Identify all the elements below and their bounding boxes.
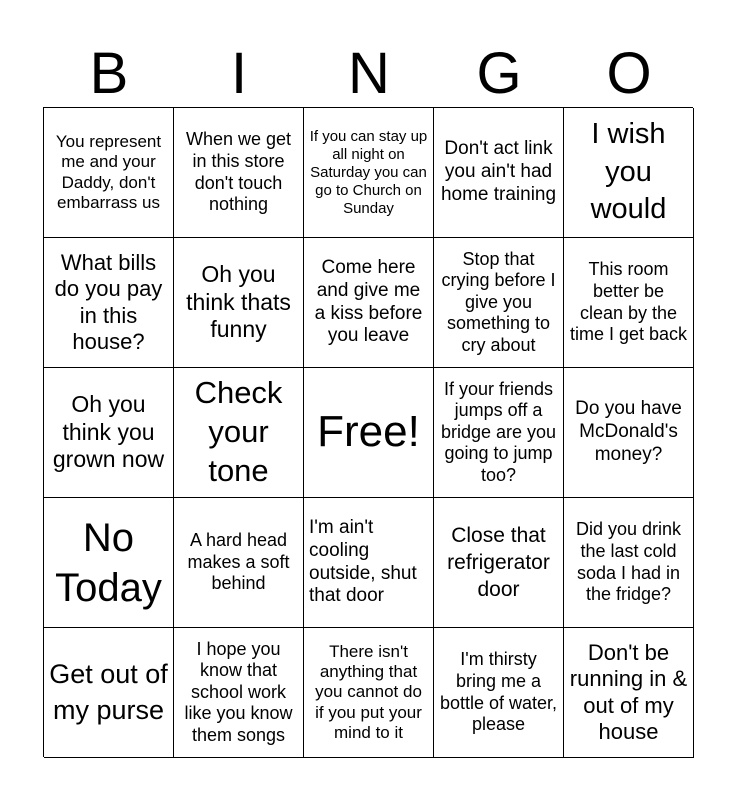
bingo-cell[interactable] bbox=[564, 238, 694, 368]
cell-text: Did you drink the last cold soda I had in the fridge? bbox=[575, 519, 682, 605]
bingo-card-grid bbox=[43, 107, 693, 757]
bingo-cell[interactable] bbox=[304, 108, 434, 238]
bingo-cell[interactable] bbox=[434, 238, 564, 368]
cell-text: Oh you think thats funny bbox=[186, 261, 291, 343]
free-space-cell[interactable] bbox=[304, 368, 434, 498]
bingo-cell[interactable] bbox=[564, 108, 694, 238]
cell-text: There isn't anything that you cannot do if you put your mind to it bbox=[315, 641, 422, 743]
bingo-cell[interactable] bbox=[44, 628, 174, 758]
cell-text: I wish you would bbox=[590, 117, 667, 226]
bingo-cell[interactable] bbox=[174, 238, 304, 368]
bingo-cell[interactable] bbox=[304, 628, 434, 758]
bingo-cell[interactable] bbox=[44, 498, 174, 628]
bingo-cell[interactable] bbox=[564, 628, 694, 758]
cell-text: Don't act link you ain't had home training bbox=[440, 138, 557, 205]
bingo-cell[interactable] bbox=[174, 498, 304, 628]
cell-text: This room better be clean by the time I get back bbox=[569, 259, 688, 345]
cell-text: Come here and give me a kiss before you leave bbox=[314, 256, 423, 347]
bingo-cell[interactable] bbox=[434, 498, 564, 628]
bingo-cell[interactable] bbox=[174, 108, 304, 238]
bingo-cell[interactable] bbox=[44, 368, 174, 498]
bingo-cell[interactable] bbox=[44, 238, 174, 368]
cell-text: Get out of my purse bbox=[49, 659, 168, 725]
header-letter-i: I bbox=[230, 41, 248, 106]
bingo-cell[interactable] bbox=[44, 108, 174, 238]
header-letter-b: B bbox=[89, 41, 129, 106]
cell-text: Don't be running in & out of my house bbox=[569, 639, 688, 744]
cell-text: A hard head makes a soft behind bbox=[187, 530, 290, 594]
cell-text: Check your tone bbox=[194, 375, 283, 488]
cell-text: I hope you know that school work like you know them songs bbox=[184, 638, 293, 745]
bingo-cell[interactable] bbox=[564, 498, 694, 628]
bingo-cell[interactable] bbox=[174, 628, 304, 758]
header-letter-n: N bbox=[348, 41, 390, 106]
free-space-text: Free! bbox=[317, 407, 420, 457]
bingo-cell[interactable] bbox=[434, 628, 564, 758]
cell-text: If your friends jumps off a bridge are you going to jump too? bbox=[440, 378, 557, 485]
bingo-cell[interactable] bbox=[174, 368, 304, 498]
cell-text: Close that refrigerator door bbox=[447, 523, 550, 602]
cell-text: Stop that crying before I give you something to cry about bbox=[441, 248, 556, 355]
cell-text: If you can stay up all night on Saturday you can go to Church on Sunday bbox=[309, 127, 428, 217]
bingo-header bbox=[44, 40, 694, 108]
bingo-cell[interactable] bbox=[434, 368, 564, 498]
header-letter-g: G bbox=[476, 41, 522, 106]
bingo-cell[interactable] bbox=[564, 368, 694, 498]
bingo-cell[interactable] bbox=[434, 108, 564, 238]
bingo-cell[interactable] bbox=[304, 498, 434, 628]
cell-text: You represent me and your Daddy, don't embarrass us bbox=[55, 131, 162, 212]
bingo-cell[interactable] bbox=[304, 238, 434, 368]
cell-text: When we get in this store don't touch nothing bbox=[185, 129, 292, 215]
cell-text: Oh you think you grown now bbox=[52, 391, 165, 473]
cell-text: I'm ain't cooling outside, shut that door bbox=[309, 516, 417, 607]
cell-text: No Today bbox=[55, 515, 162, 610]
cell-text: Do you have McDonald's money? bbox=[575, 398, 682, 465]
cell-text: What bills do you pay in this house? bbox=[54, 249, 163, 354]
header-letter-o: O bbox=[606, 41, 652, 106]
cell-text: I'm thirsty bring me a bottle of water, please bbox=[439, 649, 558, 735]
